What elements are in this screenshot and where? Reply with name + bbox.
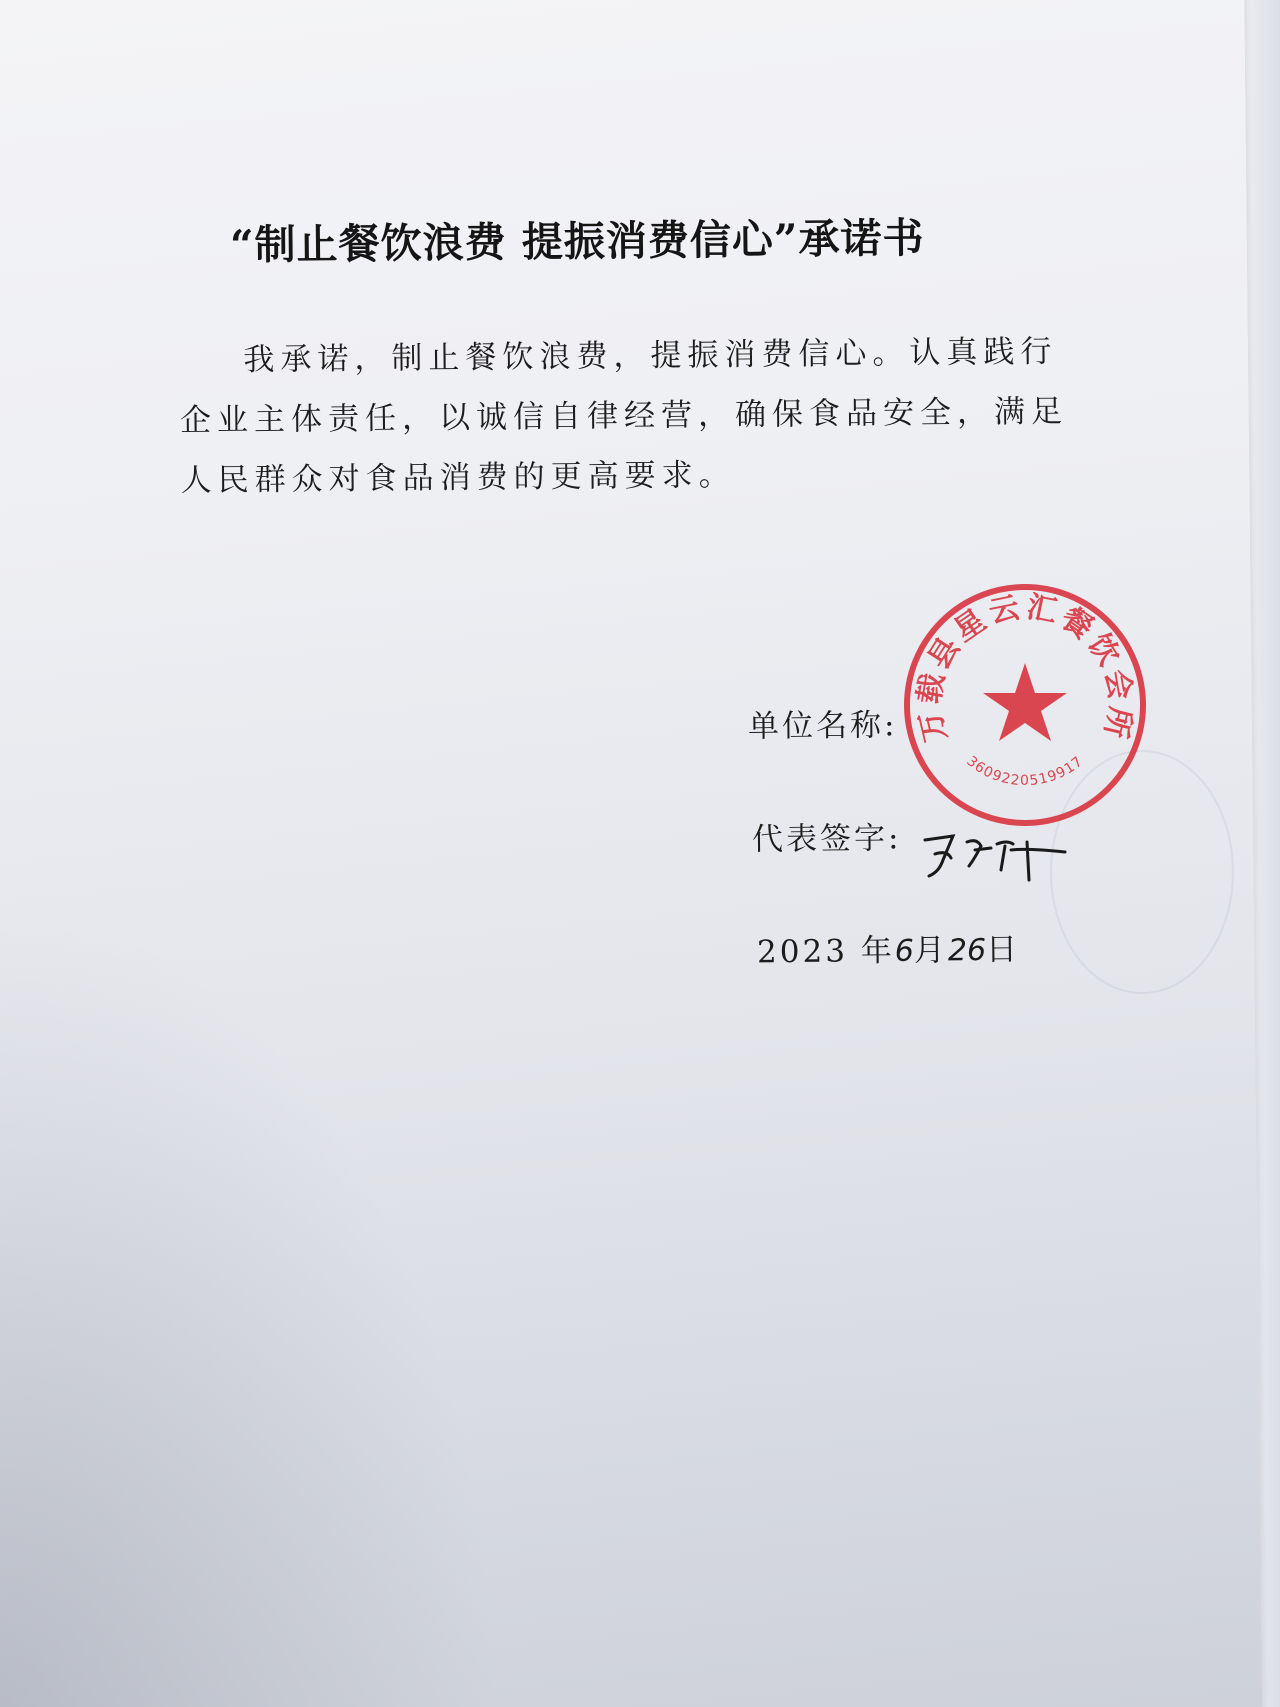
svg-text:万载县星云汇餐饮会所: 万载县星云汇餐饮会所 bbox=[911, 589, 1139, 745]
date-month: 6 bbox=[894, 933, 915, 969]
document-title: “制止餐饮浪费 提振消费信心”承诺书 bbox=[229, 213, 925, 270]
date-day: 26 bbox=[947, 932, 987, 969]
date-month-char: 月 bbox=[913, 932, 949, 969]
seal-code-text bbox=[963, 753, 1086, 789]
handwritten-signature bbox=[915, 820, 1075, 890]
unit-name-label: 单位名称: bbox=[747, 707, 898, 745]
date-line bbox=[757, 924, 1021, 972]
company-seal bbox=[895, 575, 1155, 835]
star-icon bbox=[983, 663, 1067, 741]
commitment-body: 我承诺，制止餐饮浪费，提振消费信心。认真践行企业主体责任，以诚信自律经营，确保食品安全，满足人民群众对食品消费的更高要求。 bbox=[179, 333, 1069, 499]
date-day-char: 日 bbox=[985, 931, 1021, 968]
representative-signature-label: 代表签字: bbox=[751, 820, 902, 858]
date-year-char: 年 bbox=[860, 932, 895, 970]
date-year: 2023 bbox=[756, 933, 849, 971]
hand-shadow bbox=[0, 900, 500, 1707]
svg-text:3609220519917: 3609220519917 bbox=[963, 753, 1087, 790]
